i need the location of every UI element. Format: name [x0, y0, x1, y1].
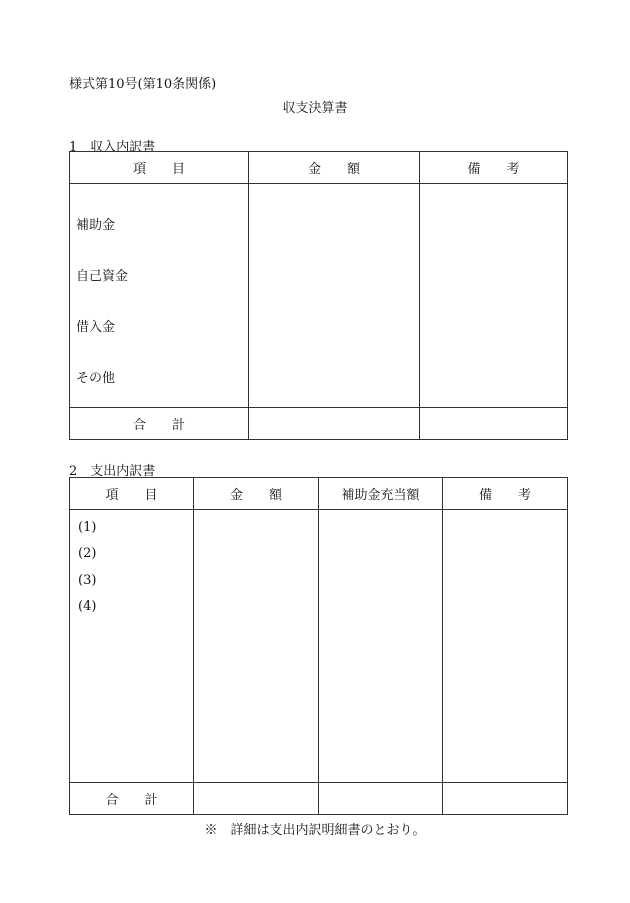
income-items-row — [70, 184, 568, 408]
expense-item-2: (2) — [78, 546, 97, 561]
income-header-amount: 金 額 — [249, 152, 420, 184]
expense-total-subsidy-allocation[interactable] — [319, 783, 443, 815]
income-amount-cell[interactable] — [249, 184, 420, 408]
expense-item-3: (3) — [78, 573, 97, 588]
expense-total-label: 合 計 — [70, 783, 194, 815]
income-total-remarks[interactable] — [420, 408, 568, 440]
expense-total-row — [70, 783, 568, 815]
expense-items-row — [70, 510, 568, 783]
income-total-label: 合 計 — [70, 408, 249, 440]
expense-item-4: (4) — [78, 599, 97, 614]
expense-header-item: 項 目 — [70, 478, 194, 510]
expense-total-remarks[interactable] — [443, 783, 568, 815]
expense-header-remarks: 備 考 — [443, 478, 568, 510]
income-total-row — [70, 408, 568, 440]
expense-item-1: (1) — [78, 520, 97, 535]
expense-header-subsidy-allocation: 補助金充当額 — [319, 478, 443, 510]
footnote: ※ 詳細は支出内訳明細書のとおり。 — [204, 823, 426, 838]
expense-remarks-cell[interactable] — [443, 510, 568, 783]
expense-table — [69, 477, 568, 815]
income-header-item: 項 目 — [70, 152, 249, 184]
income-item-own-funds: 自己資金 — [76, 269, 129, 284]
income-item-subsidy: 補助金 — [76, 218, 116, 233]
expense-subsidy-allocation-cell[interactable] — [319, 510, 443, 783]
income-total-amount[interactable] — [249, 408, 420, 440]
income-remarks-cell[interactable] — [420, 184, 568, 408]
expense-header-row — [70, 478, 568, 510]
expense-total-amount[interactable] — [194, 783, 319, 815]
expense-amount-cell[interactable] — [194, 510, 319, 783]
income-item-loan: 借入金 — [76, 320, 116, 335]
income-items-cell — [70, 184, 249, 408]
expense-items-cell — [70, 510, 194, 783]
form-label: 様式第10号(第10条関係) — [69, 77, 217, 92]
document-title: 収支決算書 — [282, 101, 348, 116]
income-table — [69, 151, 568, 440]
income-header-row — [70, 152, 568, 184]
expense-header-amount: 金 額 — [194, 478, 319, 510]
expense-heading: 2 支出内訳書 — [69, 464, 156, 479]
income-heading: 1 収入内訳書 — [69, 140, 156, 155]
income-header-remarks: 備 考 — [420, 152, 568, 184]
income-item-other: その他 — [76, 371, 116, 386]
